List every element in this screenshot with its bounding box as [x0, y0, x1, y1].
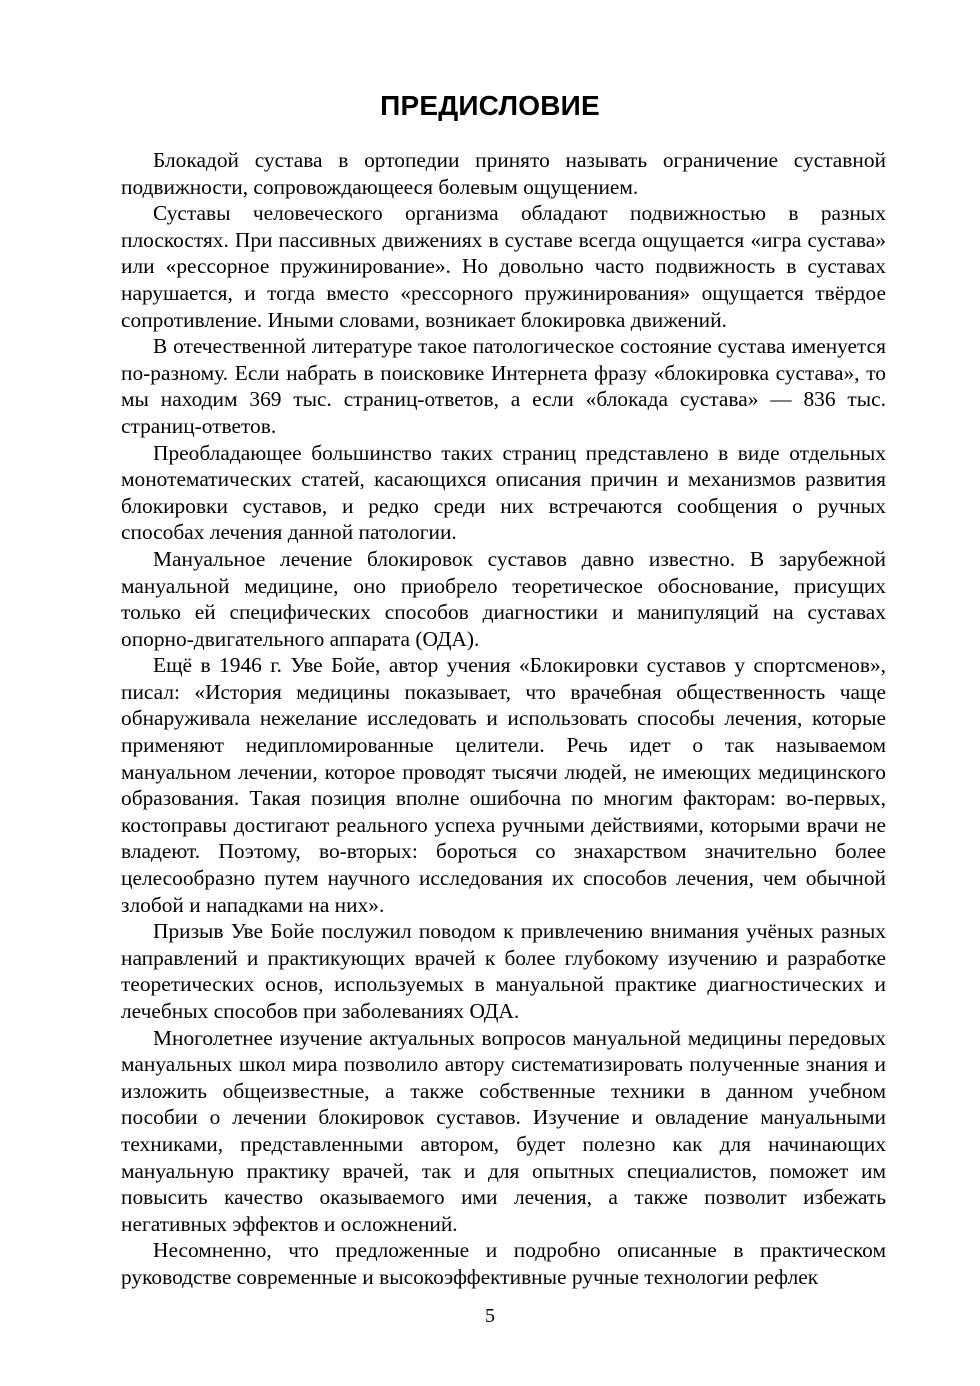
page-number: 5 [485, 1305, 495, 1327]
paragraph: Несомненно, что предложенные и подробно описанные в практическом руководстве современные и высокоэффективные ручные технологии рефлек [121, 1238, 886, 1289]
page-title: ПРЕДИСЛОВИЕ [380, 90, 600, 121]
paragraph: В отечественной литературе такое патологическое состояние сустава именуется по-разному. Если набрать в поисковике Интернета фразу «блокировка сустава», то мы находим 369 тыс. страниц-ответов, а если «блокада сустава» — 836 тыс. страниц-ответов. [121, 334, 886, 438]
paragraph: Призыв Уве Бойе послужил поводом к привлечению внимания учёных разных направлений и практикующих врачей к более глубокому изучению и разработке теоретических основ, используемых в мануальной практике диагностических и лечебных способов при заболеваниях ОДА. [121, 919, 886, 1023]
paragraph: Суставы человеческого организма обладают подвижностью в разных плоскостях. При пассивных движениях в суставе всегда ощущается «игра сустава» или «рессорное пружинирование». Но довольно часто подвижность в суставах нарушается, и тогда вместо «рессорного пружинирования» ощущается твёрдое сопротивление. Иными словами, возникает блокировка движений. [121, 201, 886, 332]
paragraph: Ещё в 1946 г. Уве Бойе, автор учения «Блокировки суставов у спортсменов», писал: «История медицины показывает, что врачебная общественность чаще обнаруживала нежелание исследовать и использовать способы лечения, которые применяют недипломированные целители. Речь идет о так называемом мануальном лечении, которое проводят тысячи людей, не имеющих медицинского образования. Такая позиция вполне ошибочна по многим факторам: во-первых, костоправы достигают реального успеха ручными действиями, которыми врачи не владеют. Поэтому, во-вторых: бороться со знахарством значительно более целесообразно путем научного исследования их способов лечения, чем обычной злобой и нападками на них». [121, 653, 886, 917]
paragraph: Мануальное лечение блокировок суставов давно известно. В зарубежной мануальной медицине, оно приобрело теоретическое обоснование, присущих только ей специфических способов диагностики и манипуляций на суставах опорно-двигательного аппарата (ОДА). [121, 546, 886, 651]
paragraph: Преобладающее большинство таких страниц представлено в виде отдельных монотематических статей, касающихся описания причин и механизмов развития блокировки суставов, и редко среди них встречаются сообщения о ручных способах лечения данной патологии. [121, 440, 886, 545]
paragraph: Многолетнее изучение актуальных вопросов мануальной медицины передовых мануальных школ мира позволило автору систематизировать полученные знания и изложить общеизвестные, а также собственные техники в данном учебном пособии о лечении блокировок суставов. Изучение и овладение мануальными техниками, представленными автором, будет полезно как для начинающих мануальную практику врачей, так и для опытных специалистов, поможет им повысить качество оказываемого ими лечения, а также позволит избежать негативных эффектов и осложнений. [121, 1025, 886, 1236]
body-text [121, 147, 886, 1291]
paragraph: Блокадой сустава в ортопедии принято называть ограничение суставной подвижности, сопровождающееся болевым ощущением. [121, 148, 886, 199]
